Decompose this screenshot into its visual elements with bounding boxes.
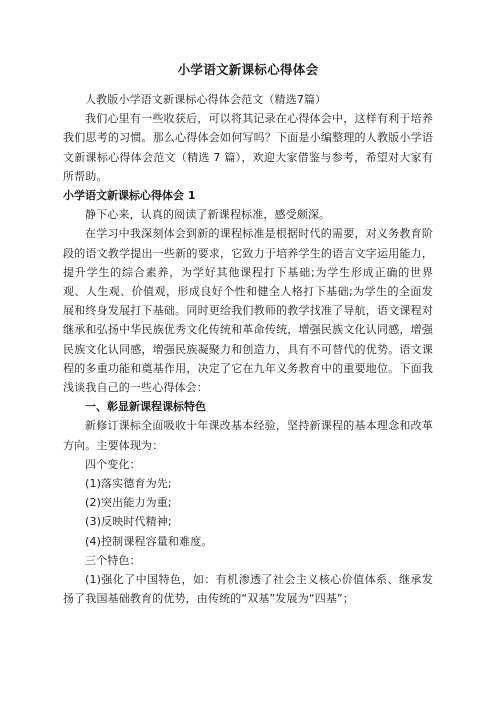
sub-paragraph-3: 三个特色： — [85, 553, 141, 567]
sub-paragraph-1: 新修订课标全面吸收十年课改基本经验，坚持新课程的基本理念和改革方向。主要体现为： — [63, 419, 433, 452]
sub-paragraph-2: 四个变化： — [85, 457, 141, 471]
section-paragraph-1: 静下心来，认真的阅读了新课程标准，感受颇深。 — [85, 208, 331, 222]
list-item-2: (2)突出能力为重; — [85, 496, 172, 510]
document-title: 小学语文新课标心得体会 — [177, 62, 319, 77]
list-item-3: (3)反映时代精神; — [85, 515, 172, 529]
intro-paragraph: 我们心里有一些收获后，可以将其记录在心得体会中，这样有利于培养我们思考的习惯。那么心得体会如何写吗？下面是小编整理的人教版小学语文新课标心得体会范文（精选 7 篇），欢迎大家借鉴与参考，希望对大家有所帮助。 — [63, 112, 433, 183]
section-heading: 小学语文新课标心得体会 1 — [63, 189, 196, 203]
sub-paragraph-4: (1)强化了中国特色，如：有机渗透了社会主义核心价值体系、继承发扬了我国基础教育的优势，由传统的“双基”发展为“四基”； — [63, 573, 433, 606]
intro-subtitle: 人教版小学语文新课标心得体会范文（精选7篇） — [85, 93, 327, 106]
subheading: 一、彰显新课程课标特色 — [85, 400, 206, 414]
section-paragraph-2: 在学习中我深刻体会到新的课程标准是根据时代的需要，对义务教育阶段的语文教学提出一些新的要求，它致力于培养学生的语言文字运用能力，提升学生的综合素养，为学好其他课程打下基础;为学生形成正确的世界观、人生观、价值观，形成良好个性和健全人格打下基础;为学生的全面发展和终身发展打下基础。同时更给我们教师的教学找准了导航，语文课程对继承和弘扬中华民族优秀文化传统和革命传统，增强民族文化认同感，增强民族文化认同感，增强民族凝聚力和创造力，具有不可替代的优势。语文课程的多重功能和奠基作用，决定了它在九年义务教育中的重要地位。下面我浅谈我自己的一些心得体会： — [63, 227, 433, 395]
list-item-1: (1)落实德育为先; — [85, 477, 172, 491]
list-item-4: (4)控制课程容量和难度。 — [85, 534, 213, 548]
